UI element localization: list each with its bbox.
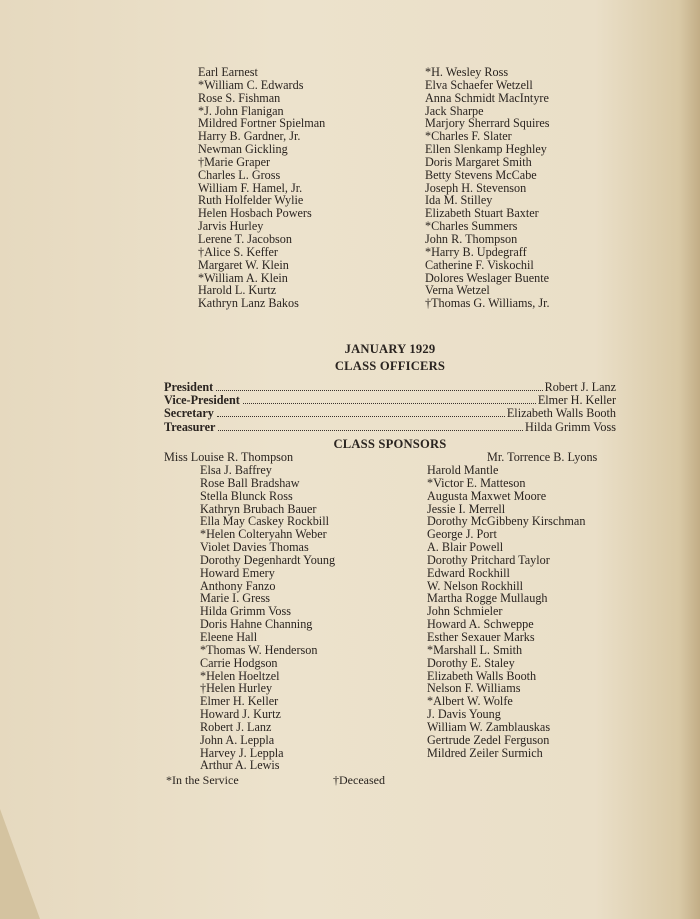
officer-name: Elizabeth Walls Booth [506, 406, 616, 421]
dotted-leader [216, 390, 542, 391]
sponsor-name: George J. Port [427, 527, 497, 542]
honor-list-left-column [198, 66, 325, 310]
honor-list-name: Kathryn Lanz Bakos [198, 296, 299, 311]
honor-list-name: Jarvis Hurley [198, 219, 264, 234]
honor-list-right-column [425, 66, 550, 310]
sponsors-heading: CLASS SPONSORS [333, 437, 447, 451]
officer-title: Treasurer [164, 419, 216, 434]
honor-list-name: Ruth Holfelder Wylie [198, 193, 304, 208]
honor-list-name: Rose S. Fishman [198, 90, 281, 105]
sponsor-name: *Helen Hoeltzel [200, 668, 280, 683]
dotted-leader [243, 403, 536, 404]
legend-deceased: †Deceased [333, 773, 385, 787]
honor-list-name: Betty Stevens McCabe [425, 167, 537, 182]
honor-list-name: *William A. Klein [198, 270, 288, 285]
sponsor-name: Eleene Hall [200, 629, 258, 644]
sponsor-lead-right: Mr. Torrence B. Lyons [487, 450, 598, 464]
honor-list-name: Catherine F. Viskochil [425, 257, 534, 272]
sponsor-name: Dorothy Pritchard Taylor [427, 552, 550, 567]
sponsor-name: Esther Sexauer Marks [427, 629, 535, 644]
sponsor-name: Anthony Fanzo [200, 578, 276, 593]
honor-list-name: *William C. Edwards [198, 77, 304, 92]
sponsor-name: Rose Ball Bradshaw [200, 475, 300, 490]
sponsor-name: *Victor E. Matteson [427, 475, 526, 490]
honor-list-name: Earl Earnest [198, 65, 258, 79]
honor-list-name: Doris Margaret Smith [425, 154, 532, 169]
sponsor-name: Marie I. Gress [200, 591, 271, 606]
sponsor-name: Stella Blunck Ross [200, 488, 293, 503]
honor-list-name: Anna Schmidt MacIntyre [425, 90, 549, 105]
honor-list-name: *Charles Summers [425, 219, 518, 234]
honor-list-name: Dolores Weslager Buente [425, 270, 550, 285]
honor-list-name: Verna Wetzel [425, 283, 490, 298]
officer-row [164, 407, 616, 420]
honor-list-name: *H. Wesley Ross [425, 65, 509, 79]
sponsor-name: Violet Davies Thomas [200, 540, 309, 555]
honor-list-name: Margaret W. Klein [198, 257, 289, 272]
sponsor-name: J. Davis Young [427, 707, 501, 722]
sponsor-name: Gertrude Zedel Ferguson [427, 732, 550, 747]
honor-list-name: Charles L. Gross [198, 167, 281, 182]
honor-list-name: Joseph H. Stevenson [425, 180, 527, 195]
sponsor-name: Elizabeth Walls Booth [427, 668, 537, 683]
sponsor-name: Nelson F. Williams [427, 681, 521, 696]
officer-name: Hilda Grimm Voss [525, 419, 616, 434]
dotted-leader [217, 416, 505, 417]
honor-list-name: William F. Hamel, Jr. [198, 180, 303, 195]
sponsor-name: †Helen Hurley [200, 681, 273, 696]
honor-list-name: Marjory Sherrard Squires [425, 116, 550, 131]
honor-list-name: Lerene T. Jacobson [198, 231, 292, 246]
sponsor-lead-left: Miss Louise R. Thompson [164, 450, 294, 464]
class-heading: JANUARY 1929 [344, 342, 436, 356]
officer-title: President [164, 380, 214, 394]
sponsor-name: *Albert W. Wolfe [427, 694, 513, 709]
honor-list-name: Harold L. Kurtz [198, 283, 277, 298]
folded-corner [0, 809, 40, 919]
sponsor-name: Doris Hahne Channing [200, 617, 313, 632]
sponsor-name: *Thomas W. Henderson [200, 642, 318, 657]
honor-list-name: †Alice S. Keffer [198, 244, 278, 259]
honor-list-name: Helen Hosbach Powers [198, 206, 312, 221]
sponsor-name: A. Blair Powell [427, 540, 504, 555]
officer-title: Vice-President [164, 393, 240, 408]
officer-row [164, 421, 616, 434]
honor-list-name: Harry B. Gardner, Jr. [198, 129, 301, 144]
honor-list-name: Ida M. Stilley [425, 193, 493, 208]
sponsor-name: Arthur A. Lewis [200, 758, 280, 773]
sponsor-name: Martha Rogge Mullaugh [427, 591, 548, 606]
sponsor-name: Howard J. Kurtz [200, 707, 281, 722]
sponsor-name: John Schmieler [427, 604, 503, 619]
sponsor-name: Howard Emery [200, 565, 275, 580]
honor-list-name: Elizabeth Stuart Baxter [425, 206, 539, 221]
honor-list-name: Elva Schaefer Wetzell [425, 77, 533, 92]
sponsor-name: *Marshall L. Smith [427, 642, 523, 657]
sponsor-name: Augusta Maxwet Moore [427, 488, 547, 503]
honor-list-name: Mildred Fortner Spielman [198, 116, 326, 131]
sponsor-name: William W. Zamblauskas [427, 719, 551, 734]
sponsor-name: Hilda Grimm Voss [200, 604, 291, 619]
sponsor-name: Carrie Hodgson [200, 655, 278, 670]
sponsor-name: Howard A. Schweppe [427, 617, 534, 632]
officers-heading: CLASS OFFICERS [334, 359, 446, 373]
honor-list-name: †Marie Graper [198, 154, 271, 169]
dotted-leader [218, 430, 523, 431]
sponsor-name: Elsa J. Baffrey [200, 463, 272, 477]
sponsor-name: Dorothy Degenhardt Young [200, 552, 336, 567]
honor-list-name: John R. Thompson [425, 231, 518, 246]
officer-name: Elmer H. Keller [537, 393, 616, 408]
sponsor-name: Elmer H. Keller [200, 694, 279, 709]
honor-list-name: *Harry B. Updegraff [425, 244, 527, 259]
honor-list-name: Jack Sharpe [425, 103, 484, 118]
sponsor-name: Harvey J. Leppla [200, 745, 284, 760]
sponsor-name: Kathryn Brubach Bauer [200, 501, 317, 516]
honor-list-name: *Charles F. Slater [425, 129, 512, 144]
sponsors-right-column [427, 464, 585, 759]
sponsor-name: *Helen Colteryahn Weber [200, 527, 327, 542]
legend-in-service: *In the Service [166, 773, 239, 787]
officers-list [164, 381, 616, 434]
sponsor-name: W. Nelson Rockhill [427, 578, 524, 593]
sponsor-name: John A. Leppla [200, 732, 275, 747]
sponsor-name: Ella May Caskey Rockbill [200, 514, 329, 529]
officer-title: Secretary [164, 406, 214, 421]
honor-list-name: Newman Gickling [198, 142, 288, 157]
honor-list-name: †Thomas G. Williams, Jr. [425, 296, 550, 311]
sponsor-name: Dorothy E. Staley [427, 655, 515, 670]
sponsor-name: Dorothy McGibbeny Kirschman [427, 514, 586, 529]
sponsor-name: Edward Rockhill [427, 565, 510, 580]
sponsor-name: Jessie I. Merrell [427, 501, 506, 516]
officer-name: Robert J. Lanz [544, 380, 616, 394]
honor-list-name: Ellen Slenkamp Heghley [425, 142, 547, 157]
honor-list-name: *J. John Flanigan [198, 103, 284, 118]
sponsor-name: Mildred Zeiler Surmich [427, 745, 543, 760]
sponsor-name: Harold Mantle [427, 463, 499, 477]
sponsor-name: Robert J. Lanz [200, 719, 272, 734]
sponsors-left-column [200, 464, 335, 772]
